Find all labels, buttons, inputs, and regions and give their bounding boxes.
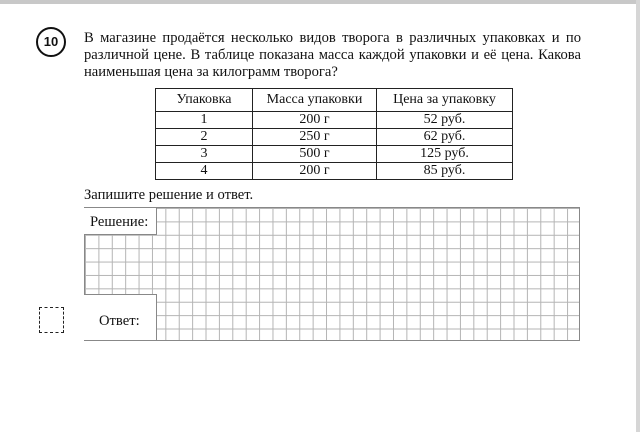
cell-package: 1 (156, 112, 253, 129)
cell-mass: 250 г (253, 129, 377, 146)
header-package: Упаковка (156, 89, 253, 112)
instruction-text: Запишите решение и ответ. (84, 187, 254, 203)
cell-price: 125 руб. (377, 146, 513, 163)
cell-package: 4 (156, 163, 253, 180)
packages-table (155, 88, 513, 180)
cell-package: 3 (156, 146, 253, 163)
top-border (0, 0, 640, 4)
answer-label: Ответ: (84, 294, 157, 340)
task-number-badge: 10 (36, 27, 66, 57)
cell-price: 62 руб. (377, 129, 513, 146)
header-price: Цена за упаковку (377, 89, 513, 112)
header-mass: Масса упаковки (253, 89, 377, 112)
cell-mass: 200 г (253, 163, 377, 180)
cell-price: 52 руб. (377, 112, 513, 129)
table-row (156, 112, 513, 129)
right-border (636, 0, 640, 432)
cell-price: 85 руб. (377, 163, 513, 180)
cell-mass: 200 г (253, 112, 377, 129)
table-header-row (156, 89, 513, 112)
cell-package: 2 (156, 129, 253, 146)
solution-label: Решение: (84, 208, 157, 235)
table-row (156, 129, 513, 146)
question-text: В магазине продаётся несколько видов творога в различных упаковках и по различной цене. В таблице показана масса каждой упаковки и её цена. Какова наименьшая цена за килограмм творога? (84, 30, 581, 80)
score-box[interactable] (39, 307, 64, 333)
answer-grid[interactable] (84, 207, 580, 341)
cell-mass: 500 г (253, 146, 377, 163)
table-row (156, 163, 513, 180)
table-row (156, 146, 513, 163)
